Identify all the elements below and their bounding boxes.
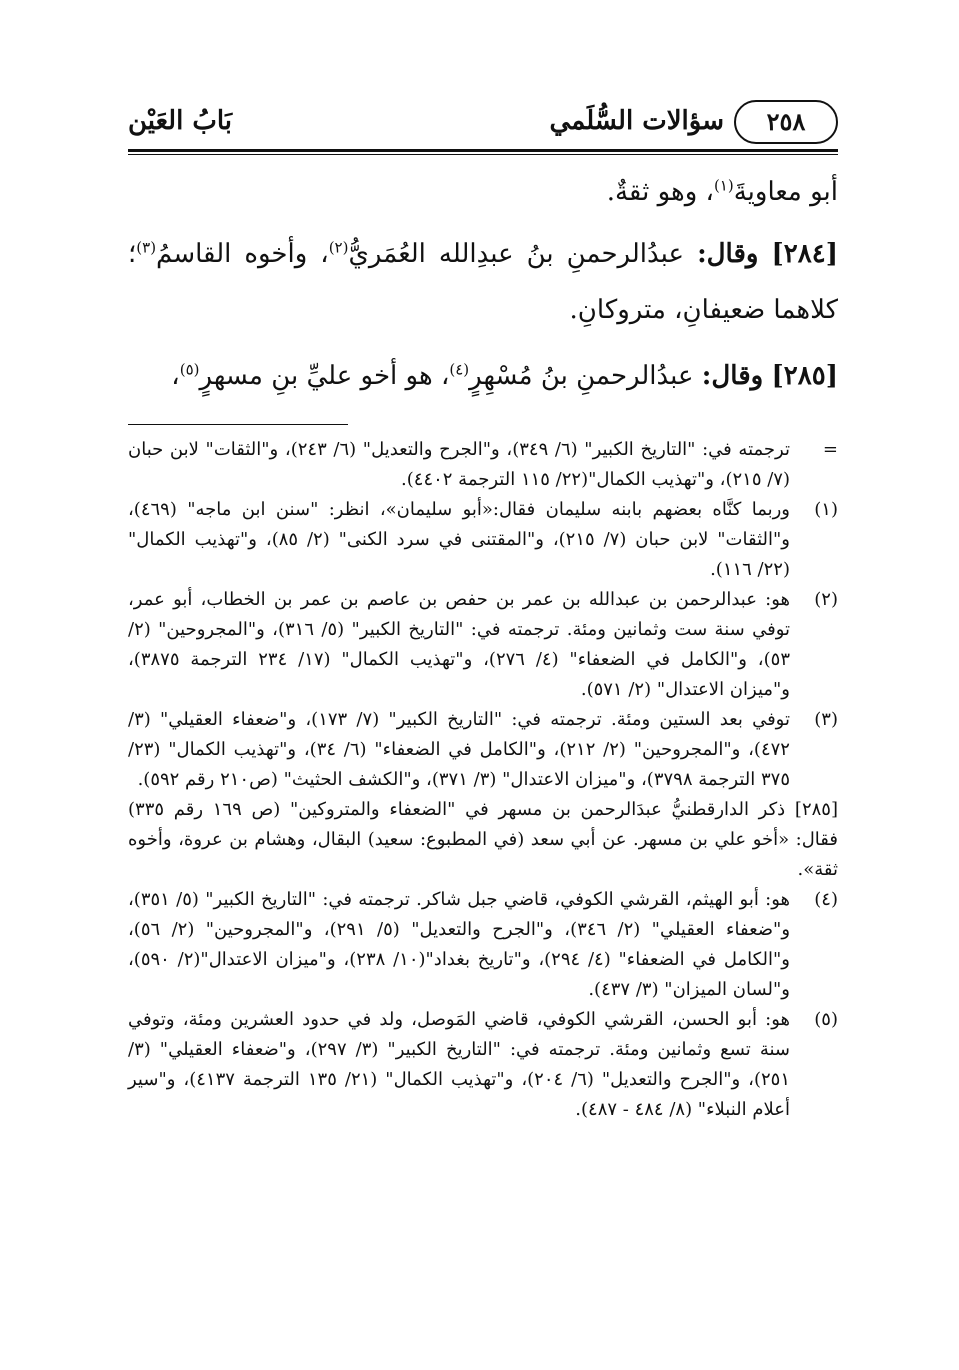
footnote-entry-note: [٢٨٥] ذكر الدارقطنيُّ عبدَالرحمن بن مسهر في "الضعفاء والمتروكين" (ص ١٦٩ رقم ٣٣٥) فقال: «أخو علي بن مسهر. عن أبي سعد (في المطبوع: سعيد) البقال، وهشام بن عروة، وأخوه ثقة». xyxy=(128,799,838,880)
continuation-line xyxy=(128,164,838,220)
footnote-marker: (٥) xyxy=(814,1009,838,1030)
entry-mid: ، وأخوه القاسمُ xyxy=(156,239,329,269)
footnote-marker: (١) xyxy=(814,499,838,520)
footnote-text: ترجمته في: "التاريخ الكبير" (٦/ ٣٤٩)، و"الجرح والتعديل" (٦/ ٢٤٣)، و"الثقات" لابن حبان (٧/ ٢١٥)، و"تهذيب الكمال"(٢٢/ ١١٥ الترجمة ٤٤٠٢). xyxy=(128,439,790,490)
footnote-ref-1: (١) xyxy=(713,176,734,195)
main-text xyxy=(128,164,838,404)
book-page xyxy=(128,92,838,1292)
entry-qal: وقال: xyxy=(697,239,759,269)
continuation-tail: ، وهو ثقةٌ. xyxy=(606,177,714,207)
entry-mid: ، هو أخو عليِّ بنِ مسهرٍ xyxy=(199,361,450,391)
footnote-ref-5: (٥) xyxy=(179,360,200,379)
footnote-3 xyxy=(128,705,838,795)
page-number: ٢٥٨ xyxy=(734,100,838,144)
entry-284 xyxy=(128,226,838,338)
footnote-ref-2: (٢) xyxy=(328,238,349,257)
continuation-text: أبو معاويةَ xyxy=(733,177,838,207)
footnote-marker: (٢) xyxy=(814,589,838,610)
narrator-name: عبدُالرحمنِ بنُ مُسْهِرٍ xyxy=(469,361,694,391)
narrator-name: عبدُالرحمنِ بنُ عبدِالله العُمَريُّ xyxy=(348,239,685,269)
footnote-ref-3: (٣) xyxy=(136,238,157,257)
footnote-5 xyxy=(128,1005,838,1125)
entry-tail: ؛ كلاهما ضعيفانِ، متروكانِ. xyxy=(128,239,838,325)
entry-number: [٢٨٥] xyxy=(771,361,838,391)
entry-qal: وقال: xyxy=(701,361,764,391)
footnote-marker: = xyxy=(822,439,838,460)
footnote-separator xyxy=(128,424,348,425)
footnote-text: وربما كنَّاه بعضهم بابنه سليمان فقال:«أبو سليمان»، انظر: "سنن ابن ماجه" (٤٦٩)، و"الثقات" لابن حبان (٧/ ٢١٥)، و"المقتنى في سرد الكنى" (٢/ ٨٥)، و"تهذيب الكمال" (٢٢/ ١١٦). xyxy=(128,499,790,580)
footnote-2 xyxy=(128,585,838,705)
entry-tail: ، xyxy=(171,361,180,391)
header-rule-thick xyxy=(128,149,838,152)
footnote-marker: (٣) xyxy=(814,709,838,730)
footnote-text: هو: أبو الحسن، القرشي الكوفي، قاضي المَوصل، ولد في حدود العشرين ومئة، وتوفي سنة تسع وثمانين ومئة. ترجمته في: "التاريخ الكبير" (٣/ ٢٩٧)، و"ضعفاء العقيلي" (٣/ ٢٥١)، و"الجرح والتعديل" (٦/ ٢٠٤)، و"تهذيب الكمال" (٢١/ ١٣٥ الترجمة ٤١٣٧)، و"سير أعلام النبلاء" (٨/ ٤٨٤ - ٤٨٧). xyxy=(128,1009,790,1120)
footnote-text: هو: أبو الهيثم، القرشي الكوفي، قاضي جبل شاكر. ترجمته في: "التاريخ الكبير" (٥/ ٣٥١)، و"ضعفاء العقيلي" (٢/ ٣٤٦)، و"الجرح والتعديل" (٥/ ٢٩١)، و"المجروحين" (٢/ ٥٦)، و"الكامل في الضعفاء" (٤/ ٢٩٤)، و"تاريخ بغداد"(١٠/ ٢٣٨)، و"ميزان الاعتدال"(٢/ ٥٩٠)، و"لسان الميزان" (٣/ ٤٣٧). xyxy=(128,889,791,1000)
footnote-text: توفي بعد الستين ومئة. ترجمته في: "التاريخ الكبير" (٧/ ١٧٣)، و"ضعفاء العقيلي" (٣/ ٤٧٢)، و"المجروحين" (٢/ ٢١٢)، و"الكامل في الضعفاء" (٦/ ٣٤)، و"تهذيب الكمال" (٢٣/ ٣٧٥ الترجمة ٣٧٩٨)، و"ميزان الاعتدال" (٣/ ٣٧١)، و"الكشف الحثيث" (ص٢١٠ رقم ٥٩٢). xyxy=(128,709,790,790)
footnote-text: هو: عبدالرحمن بن عبدالله بن عمر بن حفص بن عاصم بن عمر بن الخطاب، أبو عمر، توفي سنة ست وثمانين ومئة. ترجمته في: "التاريخ الكبير" (٥/ ٣١٦)، و"المجروحين" (٢/ ٥٣)، و"الكامل في الضعفاء" (٤/ ٢٧٦)، و"تهذيب الكمال" (١٧/ ٢٣٤ الترجمة ٣٨٧٥)، و"ميزان الاعتدال" (٢/ ٥٧١). xyxy=(128,589,790,700)
chapter-title: بَابُ العَيْن xyxy=(128,106,233,136)
footnotes xyxy=(128,435,838,1125)
page-header xyxy=(128,92,838,154)
footnote-marker: (٤) xyxy=(814,889,838,910)
footnote-1 xyxy=(128,495,838,585)
footnote-4 xyxy=(128,885,838,1005)
entry-number: [٢٨٤] xyxy=(771,239,839,269)
book-title: سؤالات السُّلَمي xyxy=(549,106,724,136)
footnote-ref-4: (٤) xyxy=(449,360,470,379)
header-rule-thin xyxy=(128,154,838,155)
entry-285 xyxy=(128,348,838,404)
footnote-continuation xyxy=(128,435,838,495)
